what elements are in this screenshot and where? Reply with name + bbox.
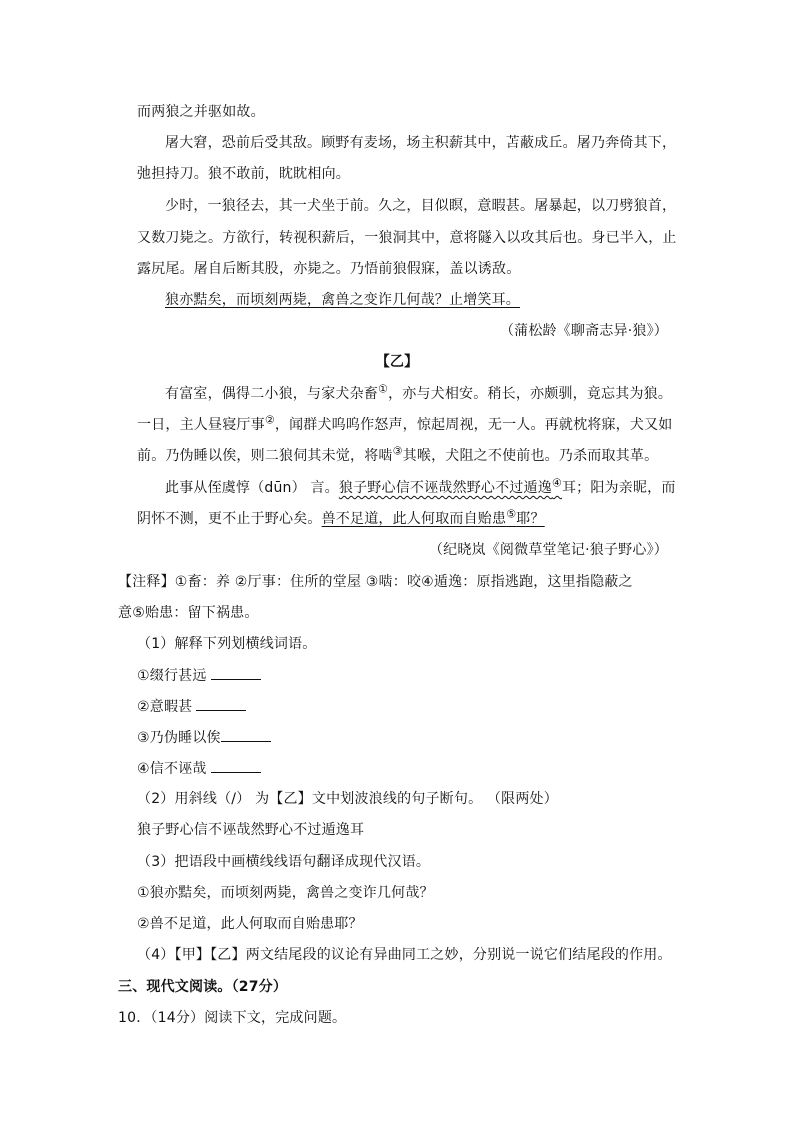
question-4: （4）【甲】【乙】两文结尾段的议论有异曲同工之妙，分别说一说它们结尾段的作用。 [137,947,672,963]
yi-p2-l1-text-b: 耳；阳为亲昵，而 [561,480,676,496]
question-3-item-a: ①狼亦黠矣，而顷刻两毙，禽兽之变诈几何哉？ [137,885,434,901]
question-1-item-c [137,727,271,748]
jia-paragraph-2-line-1: 屠大窘，恐前后受其敌。顾野有麦场，场主积薪其中，苫蔽成丘。屠乃奔倚其下， [165,135,677,151]
question-1: （1）解释下列划横线词语。 [137,636,317,652]
yi-title: 【乙】 [375,354,419,370]
question-2: （2）用斜线（/） 为【乙】文中划波浪线的句子断句。 （限两处） [137,791,558,807]
yi-source: （纪晓岚《阅微草堂笔记·狼子野心》） [428,542,668,558]
question-3: （3）把语段中画横线线语句翻译成现代汉语。 [137,854,431,870]
yi-paragraph-1-line-1 [165,384,672,404]
answer-blank-1b[interactable] [196,696,246,711]
jia-line-1: 而两狼之并驱如故。 [137,104,265,120]
question-2-sentence: 狼子野心信不诬哉然野心不过遁逸耳 [137,822,365,838]
section-3-heading: 三、现代文阅读。（27分） [118,979,288,995]
yi-paragraph-1-line-2 [137,415,672,435]
yi-paragraph-1-line-3 [137,446,658,466]
note-marker-3: ③ [392,444,403,458]
yi-p1-l3-text-b: 其喉，犬阻之不使前也。乃杀而取其革。 [402,448,659,464]
answer-blank-1a[interactable] [211,665,261,680]
yi-underlined-sentence [321,507,545,527]
yi-p2-l2-text-a: 阴怀不测，更不止于野心矣。 [137,511,322,527]
jia-underlined-conclusion: 狼亦黠矣，而顷刻两毙，禽兽之变诈几何哉？止增笑耳。 [165,292,520,308]
q1-c-text: ③乃伪睡以俟 [137,730,221,746]
question-3-item-b: ②兽不足道，此人何取而自贻患耶？ [137,916,363,932]
yi-p1-l1-text-a: 有富室，偶得二小狼，与家犬杂畜 [165,386,378,402]
yi-p1-l1-text-b: ，亦与犬相安。稍长，亦颇驯，竟忘其为狼。 [388,386,673,402]
yi-p1-l3-text-a: 前。乃伪睡以俟，则二狼伺其未觉，将啮 [137,448,393,464]
notes-line-2: 意⑤贻患：留下祸患。 [118,605,259,621]
underlined-text: 兽不足道，此人何取而自贻患 [321,511,507,527]
jia-source: （蒲松龄《聊斋志异·狼》） [499,323,668,339]
question-1-item-d [137,758,261,779]
note-marker-2: ② [264,413,275,427]
note-marker-5: ⑤ [506,507,517,521]
yi-paragraph-2-line-1 [165,478,676,498]
q1-d-text: ④信不诬哉 [137,761,207,777]
wavy-text: 狼子野心信不诬哉然野心不过遁逸 [338,480,552,496]
note-marker-1: ① [378,382,389,396]
answer-blank-1d[interactable] [211,758,261,773]
notes-line-1: 【注释】①畜：养 ②厅事：住所的堂屋 ③啮：咬④遁逸：原指逃跑，这里指隐蔽之 [118,574,633,590]
jia-paragraph-3-line-1: 少时，一狼径去，其一犬坐于前。久之，目似瞑，意暇甚。屠暴起，以刀劈狼首， [165,198,677,214]
question-1-item-a [137,665,261,686]
yi-p1-l2-text-b: ，闻群犬呜呜作怒声，惊起周视，无一人。再就枕将寐，犬又如 [274,417,673,433]
wavy-underlined-sentence [338,476,562,496]
yi-p1-l2-text-a: 一日，主人昼寝厅事 [137,417,265,433]
q1-b-text: ②意暇甚 [137,699,193,715]
note-marker-4: ④ [551,476,562,490]
question-1-item-b [137,696,246,717]
jia-paragraph-3-line-3: 露尻尾。屠自后断其股，亦毙之。乃悟前狼假寐，盖以诱敌。 [137,261,521,277]
answer-blank-1c[interactable] [221,727,271,742]
question-10: 10．（14分）阅读下文，完成问题。 [118,1010,347,1026]
q1-a-text: ①缀行甚远 [137,668,207,684]
jia-paragraph-3-line-2: 又数刀毙之。方欲行，转视积薪后，一狼洞其中，意将隧入以攻其后也。身已半入，止 [137,230,677,246]
underlined-text-end: 耶？ [516,511,545,527]
jia-paragraph-2-line-2: 弛担持刀。狼不敢前，眈眈相向。 [137,166,350,182]
yi-paragraph-2-line-2 [137,509,545,529]
yi-p2-l1-text-a: 此事从侄虞惇（dūn） 言。 [165,480,339,496]
